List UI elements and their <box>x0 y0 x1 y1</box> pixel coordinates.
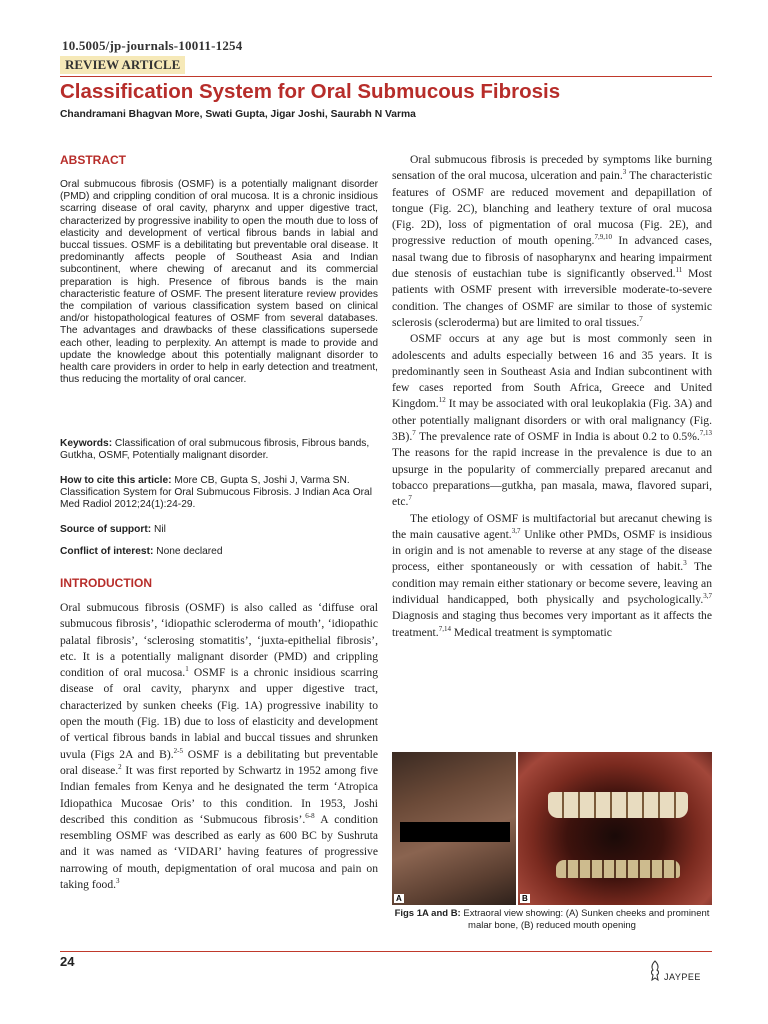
citation-text: More CB, Gupta S, Joshi J, Varma SN. Classification System for Oral Submucous Fibrosis. J Indian Aca Oral Med Radiol 2012;24(1):24-29. <box>60 475 372 511</box>
text-run: The prevalence rate of OSMF in India is about 0.2 to 0.5%. <box>415 430 700 444</box>
introduction-heading: INTRODUCTION <box>60 576 152 590</box>
support-text: Nil <box>151 524 166 535</box>
caption-text: Extraoral view showing: (A) Sunken cheeks and prominent malar bone, (B) reduced mouth opening <box>460 908 710 931</box>
ref: 1 <box>185 665 189 674</box>
text-run: OSMF occurs at any age but is most commonly seen in adolescents and adults especially between 16 and 35 years. It is predominantly seen in Southeast Asia and Indian subcontinent with few cases reported from South Africa, Greece and United Kingdom. <box>392 332 712 411</box>
intro-p1b: OSMF is a chronic insidious scarring disease of oral cavity, pharynx and upper digestive tract, characterized by sunken cheeks (Fig. 1A) progressive inability to open the mouth (Fig. 1B) due to loss of elasticity and development of vertical fibrous bands in labial and buccal tissues and shrunken uvula (Figs 2A and B). <box>60 666 378 761</box>
authors: Chandramani Bhagvan More, Swati Gupta, Jigar Joshi, Saurabh N Varma <box>60 109 416 120</box>
text-run: The etiology of OSMF is multifactorial but arecanut chewing is the main causative agent. <box>392 511 712 541</box>
ref: 6-8 <box>305 812 315 820</box>
footer-rule <box>60 951 712 952</box>
text-run: Medical treatment is symptomatic <box>450 625 612 639</box>
citation <box>60 475 378 512</box>
intro-p1: Oral submucous fibrosis (OSMF) is also called as ‘diffuse oral submucous fibrosis’, ‘idiopathic scleroderma of mouth’, ‘idiopathic palatal fibrosis’, ‘sclerosing stomatitis’, ‘juxta-epithelial fibrosis’, etc. It is a potentially malignant disorder (PMD) and crippling condition of oral mucosa. <box>60 601 378 680</box>
ref: 3 <box>622 168 627 177</box>
figure-label-a: A <box>396 894 402 903</box>
right-paragraph-2 <box>392 331 712 510</box>
intro-p1e: A condition resembling OSMF was described as early as 600 BC by Sushruta and it was named as ‘VIDARI’ having features of progressive narrowing of mouth, depigmentation of oral mucosa and pain on taking food. <box>60 812 378 892</box>
ref: 3 <box>116 877 120 886</box>
ref: 7 <box>412 429 416 438</box>
intro-paragraph <box>60 600 378 893</box>
ref: 11 <box>675 266 683 275</box>
figure-label-b: B <box>522 894 528 903</box>
header-rule <box>60 76 712 77</box>
lower-teeth <box>556 860 680 878</box>
text-run: The condition may remain either stationary or become severe, leaving an individual handicapped, both physically and psychologically. <box>392 560 712 607</box>
text-run: The reasons for the rapid increase in the prevalence is due to an upsurge in the popularity of commercially prepared arecanut and tobacco preparations—gutkha, pan masala, mawa, flavored supari, etc. <box>392 446 712 509</box>
abstract-text: Oral submucous fibrosis (OSMF) is a potentially malignant disorder (PMD) and crippling condition of oral mucosa. It is a chronic insidious scarring disease of oral cavity, pharynx and upper digestive tract, characterized by progressive inability to open the mouth due to loss of elasticity and development of vertical fibrous bands in labial and buccal tissues. OSMF is a debilitating but preventable oral disease. It predominantly affects people of Southeast Asia and Indian subcontinent, where chewing of arecanut and its commercial preparation is high. Presence of fibrous bands is the main characteristic feature of OSMF. The present literature review provides the compilation of various classification system based on clinical and/or histopathological features of OSMF from several databases. The advantages and drawbacks of these classifications supersede each other, leading to perplexity. An attempt is made to provide and update the knowledge about this potentially malignant disorder to health care providers in order to help in early detection and treatment, thus reducing the mortality of oral cancer. <box>60 179 378 386</box>
keywords-label: Keywords: <box>60 438 113 449</box>
conflict-label: Conflict of interest: <box>60 546 154 557</box>
text-run: It may be associated with oral leukoplakia (Fig. 3A) and other potentially malignant disorders or with oral malignancy (Fig. 3B). <box>392 397 712 444</box>
figure-caption <box>392 908 712 932</box>
conflict-text: None declared <box>153 546 223 557</box>
ref: 2 <box>118 763 122 772</box>
introduction-text <box>60 600 378 893</box>
ref: 7 <box>408 494 412 503</box>
text-run: Most patients with OSMF present with irreversible moderate-to-severe condition. The changes of OSMF are similar to those of systemic sclerosis (scleroderma) but are limited to oral tissues. <box>392 267 712 329</box>
upper-teeth <box>548 792 688 818</box>
text-run: Oral submucous fibrosis is preceded by symptoms like burning sensation of the oral mucosa, ulceration and pain. <box>392 153 712 183</box>
conflict-of-interest <box>60 546 378 558</box>
page-number: 24 <box>60 954 75 969</box>
right-column-text <box>392 152 712 641</box>
keywords <box>60 438 378 462</box>
text-run: The characteristic features of OSMF are reduced movement and depapillation of tongue (Fig. 2C), blanching and leathery texture of oral mucosa (Fig. 2D), loss of pigmentation of oral mucosa (Fig. 2E), and progressive reduction of mouth opening. <box>392 169 712 248</box>
text-run: Diagnosis and staging thus becomes very important as it affects the treatment. <box>392 609 712 639</box>
intro-p1c: OSMF is a debilitating but preventable oral disease. <box>60 747 379 777</box>
ref: 12 <box>438 396 446 405</box>
caption-label: Figs 1A and B: <box>394 908 461 919</box>
citation-label: How to cite this article: <box>60 475 172 486</box>
figure-1 <box>392 752 712 905</box>
doi: 10.5005/jp-journals-10011-1254 <box>62 38 243 53</box>
article-title: Classification System for Oral Submucous Fibrosis <box>60 80 561 103</box>
figure-1a-photo <box>392 752 516 905</box>
jaypee-logo-icon <box>648 960 662 982</box>
publisher-name: JAYPEE <box>664 972 701 982</box>
article-type-badge: REVIEW ARTICLE <box>60 56 185 74</box>
ref: 7,14 <box>438 624 451 633</box>
right-paragraph-3 <box>392 511 712 641</box>
ref: 3 <box>683 559 687 568</box>
source-of-support <box>60 524 378 536</box>
ref: 3,7 <box>511 526 521 535</box>
figure-1b-photo <box>518 752 712 905</box>
text-run: Unlike other PMDs, OSMF is insidious in origin and is not amenable to reverse at any stage of the disease process, either spontaneously or with cessation of habit. <box>392 527 712 574</box>
ref: 7 <box>639 315 643 324</box>
text-run: In advanced cases, nasal twang due to fibrosis of nasopharynx and hearing impairment due stenosis of eustachian tube is significantly observed. <box>392 234 713 281</box>
abstract-heading: ABSTRACT <box>60 153 126 167</box>
ref: 2-5 <box>173 746 183 755</box>
right-paragraph-1 <box>392 152 712 331</box>
ref: 7,9,10 <box>594 233 612 242</box>
support-label: Source of support: <box>60 524 152 535</box>
ref: 3,7 <box>703 592 712 601</box>
ref: 7,13 <box>699 429 712 438</box>
intro-p1d: It was first reported by Schwartz in 1952 among five Indian females from Kenya and he designated the term ‘Atropica Idiopathica Mucosae Oris’ to this condition. In 1953, Joshi described this condition as ‘Submucous fibrosis’. <box>60 763 378 826</box>
keywords-text: Classification of oral submucous fibrosis, Fibrous bands, Gutkha, OSMF, Potentially malignant disorder. <box>60 438 370 462</box>
eye-redaction-bar <box>400 822 510 842</box>
